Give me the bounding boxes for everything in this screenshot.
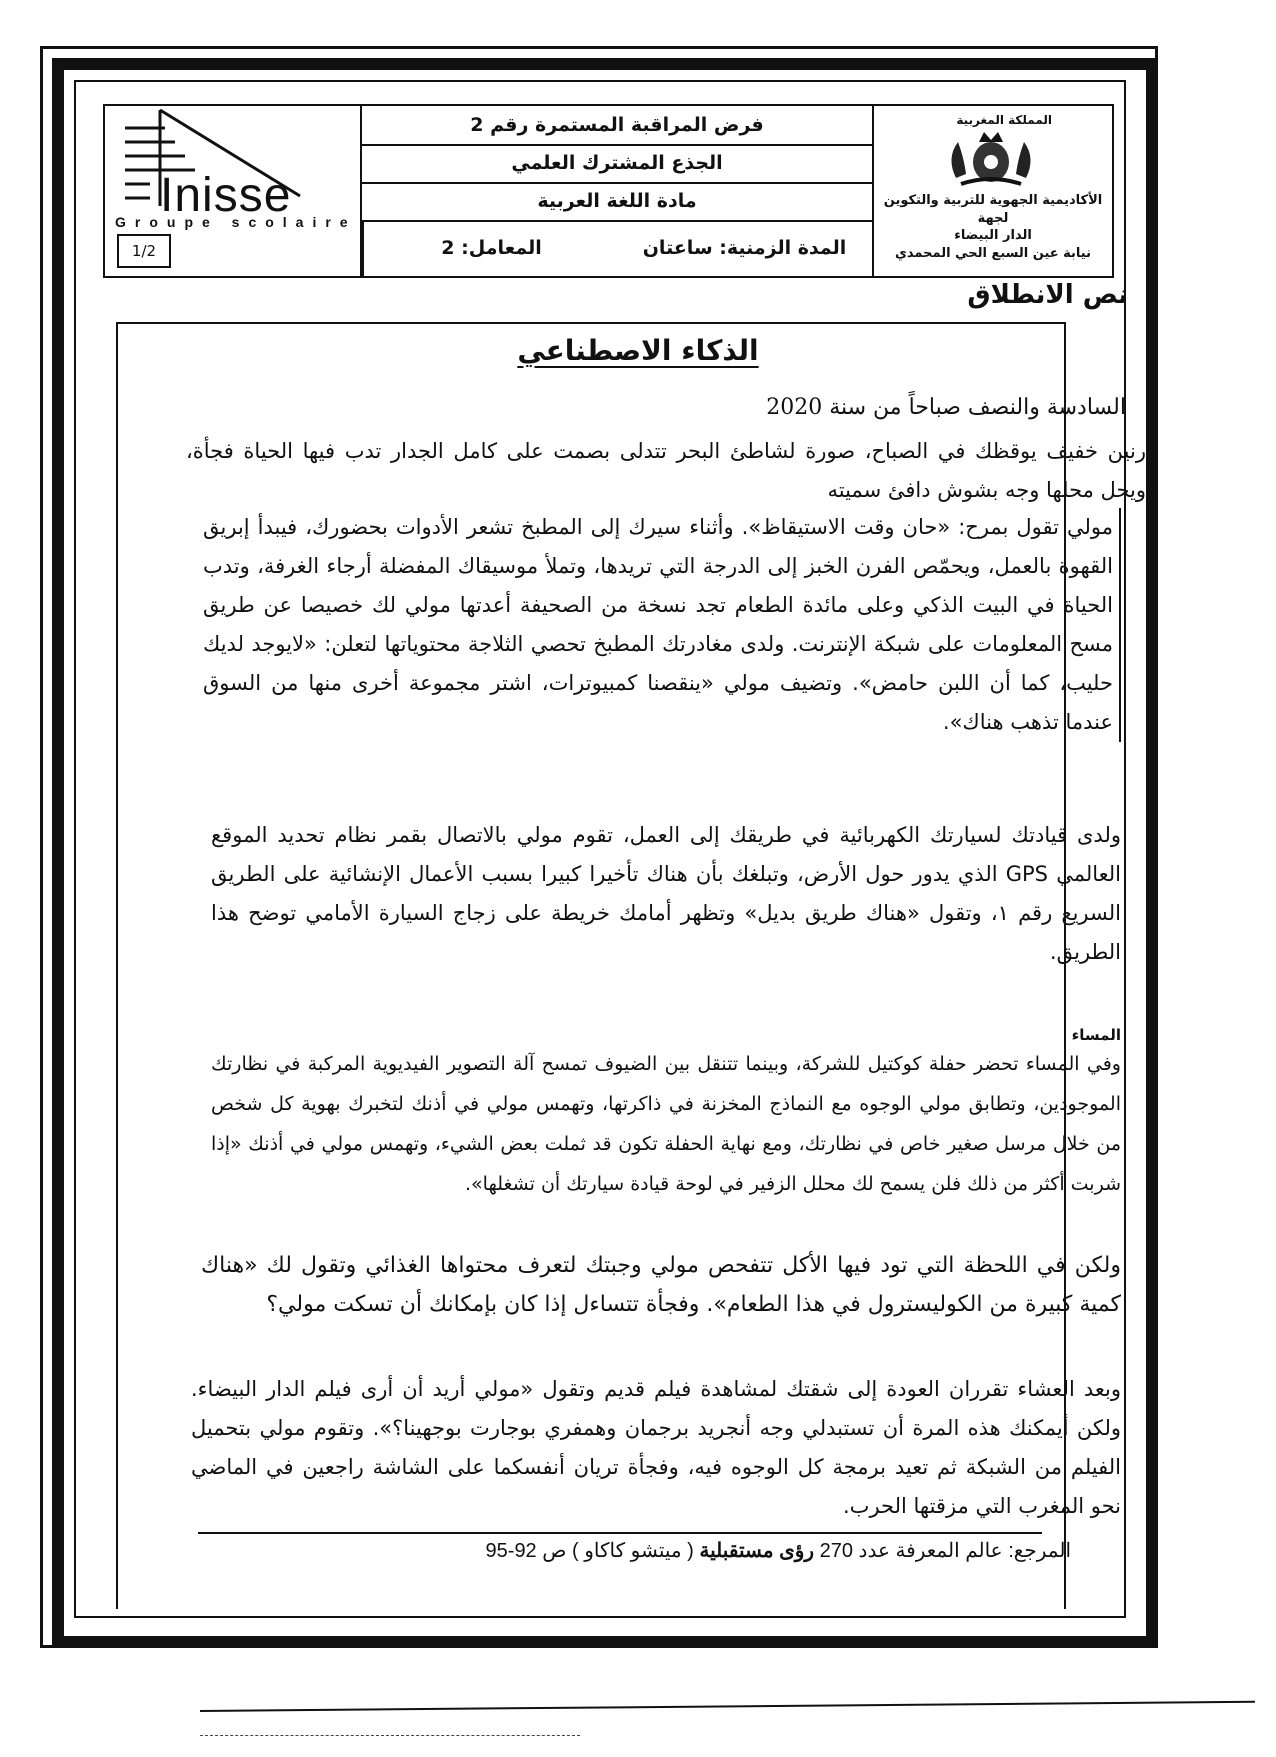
paragraph-6: وبعد العشاء تقرران العودة إلى شقتك لمشاهدة فيلم قديم وتقول «مولي أريد أن أرى فيلم الدار البيضاء. ولكن أيمكنك هذه المرة أن تستبدلي وجه أنجريد برجمان وهمفري بوجارت بوجهينا؟». وتقوم مولي بتحميل الفيلم من الشبكة ثم تعيد برمجة كل الوجوه فيه، وفجأة تريان أنفسكما على الشاشة راجعين في الماضي نحو المغرب التي مزقتها الحرب. — [191, 1377, 1121, 1518]
reference-author: ( ميتشو كاكاو ) — [572, 1540, 694, 1562]
paragraph-4: وفي المساء تحضر حفلة كوكتيل للشركة، وبينما تتنقل بين الضيوف تمسح آلة التصوير الفيديوية المركبة في نظارتك الموجودين، وتطابق مولي الوجوه مع النماذج المخزنة في ذاكرتها، وتهمس مولي في أذنك لتخبرك بهوية كل شخص من خلال مرسل صغير خاص في نظارتك، ومع نهاية الحفلة تكون قد ثملت بعض الشيء، وتهمس مولي في أذنك «إذا شربت أكثر من ذلك فلن يسمح لك محلل الزفير في لوحة قيادة سيارتك أن تشغلها». — [211, 1053, 1121, 1195]
evening-label: المساء — [1071, 1026, 1121, 1044]
academy-line-2: الدار البيضاء — [954, 228, 1032, 244]
exam-duration: المدة الزمنية: ساعتان — [642, 237, 847, 259]
exam-level: الجذع المشترك العلمي — [362, 144, 872, 184]
reference-source: عالم المعرفة عدد 270 — [819, 1540, 1003, 1562]
page-number: 1/2 — [117, 234, 171, 268]
reference-pages: ص 92-95 — [485, 1540, 567, 1562]
academy-name — [882, 192, 1104, 262]
section-title: نص الانطلاق — [967, 280, 1128, 310]
paragraph-2: مولي تقول بمرح: «حان وقت الاستيقاظ». وأثناء سيرك إلى المطبخ تشعر الأدوات بحضورك، فيبدأ إبريق القهوة بالعمل، ويحمّص الفرن الخبز إلى الدرجة التي تريدها، وتملأ موسيقاك المفضلة أرجاء الغرفة، وتدب الحياة في البيت الذكي وعلى مائدة الطعام تجد نسخة من الصحيفة أعدتها مولي لك خصيصا عن طريق مسح المعلومات على شبكة الإنترنت. ولدى مغادرتك المطبخ تحصي الثلاجة محتوياتها لتعلن: «لايوجد لديك حليب، كما أن اللبن حامض». وتضيف مولي «ينقصنا كمبيوترات، اشتر مجموعة أخرى منها من السوق عندما تذهب هناك». — [203, 508, 1121, 742]
header-institution-cell — [872, 106, 1112, 276]
paragraph-1: رنين خفيف يوقظك في الصباح، صورة لشاطئ البحر تتدلى بصمت على كامل الجدار تدب فيها الحياة فجأة، ويحل محلها وجه بشوش دافئ سميته — [186, 439, 1146, 502]
directorate-name: نيابة عين السبع الحي المحمدي — [895, 245, 1091, 261]
scan-line — [200, 1701, 1255, 1712]
reference-book: رؤى مستقبلية — [699, 1540, 815, 1562]
header-logo-cell — [105, 106, 362, 276]
logo-subtitle: Groupe scolaire — [115, 214, 357, 230]
reference-label: المرجع: — [1008, 1540, 1071, 1562]
logo-name: Inisse — [160, 169, 292, 222]
exam-header — [103, 104, 1114, 278]
academy-line-1: الأكاديمية الجهوية للتربية والتكوين لجهة — [883, 193, 1103, 226]
kingdom-name: المملكة المغربية — [956, 113, 1052, 127]
time-line: السادسة والنصف صباحاً من سنة 2020 — [766, 395, 1126, 420]
paragraph-3: ولدى قيادتك لسيارتك الكهربائية في طريقك إلى العمل، تقوم مولي بالاتصال بقمر نظام تحديد الموقع العالمي GPS الذي يدور حول الأرض، وتبلغك بأن هناك تأخيرا كبيرا بسبب الأعمال الإنشائية على الطريق السريع رقم ١، وتقول «هناك طريق بديل» وتظهر أمامك خريطة على زجاج السيارة الأمامي توضح هذا الطريق. — [211, 823, 1121, 964]
school-logo — [105, 106, 360, 276]
paragraph-5: ولكن في اللحظة التي تود فيها الأكل تتفحص مولي وجبتك لتعرف محتواها الغذائي وتقول لك «هناك كمية كبيرة من الكوليسترول في هذا الطعام». وفجأة تتساءل إذا كان بإمكانك أن تسكت مولي؟ — [201, 1253, 1121, 1317]
reference-divider — [198, 1532, 1042, 1534]
article-title-text: الذكاء الاصطناعي — [517, 334, 759, 367]
scan-line-dashed — [200, 1735, 580, 1736]
royal-crest-icon — [936, 128, 1046, 190]
exam-subject: مادة اللغة العربية — [362, 182, 872, 222]
institution-block — [874, 106, 1112, 276]
exam-title: فرض المراقبة المستمرة رقم 2 — [362, 106, 872, 146]
reference — [486, 1538, 1071, 1563]
article-title — [0, 334, 1276, 367]
exam-coefficient: المعامل: 2 — [362, 220, 619, 276]
